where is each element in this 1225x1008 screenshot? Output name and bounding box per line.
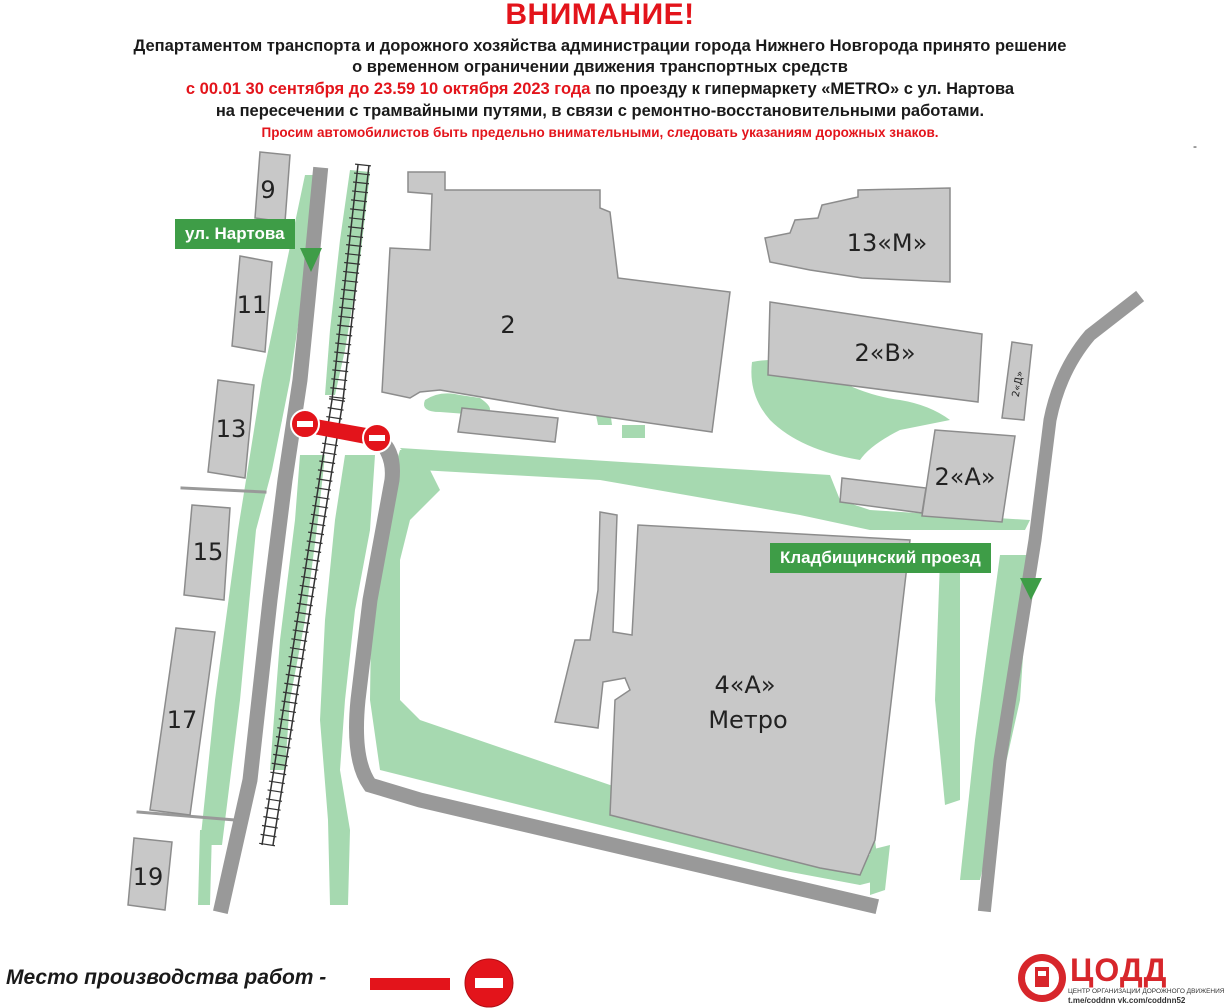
- street-tag-nartova: ул. Нартова: [175, 219, 295, 249]
- label-building-2v: 2«В»: [854, 339, 916, 367]
- label-building-4a: 4«А»: [714, 671, 776, 699]
- street-tag-kladbishchensky: Кладбищинский проезд: [770, 543, 991, 573]
- legend-closure-bar: [370, 978, 450, 990]
- label-building-15: 15: [192, 538, 224, 566]
- logo-name: ЦОДД: [1070, 952, 1168, 988]
- no-entry-sign-left: [291, 410, 319, 438]
- notice-route: по проезду к гипермаркету «METRO» с ул. Нартова: [590, 80, 1015, 98]
- notice-line-4: на пересечении с трамвайными путями, в связи с ремонтно-восстановительными работами.: [215, 102, 985, 120]
- legend-no-entry-sign: [465, 959, 513, 1007]
- label-building-17: 17: [166, 706, 198, 734]
- corner-mark: -: [1193, 139, 1197, 153]
- codd-logo: [1016, 952, 1225, 1006]
- notice-line-2: о временном ограничении движения транспортных средств: [352, 58, 848, 76]
- label-building-9: 9: [260, 176, 276, 204]
- label-building-13: 13: [215, 415, 247, 443]
- notice-line-1: Департаментом транспорта и дорожного хозяйства администрации города Нижнего Новгорода принято решение: [133, 37, 1067, 55]
- page-title: ВНИМАНИЕ!: [505, 0, 695, 31]
- warning-line: Просим автомобилистов быть предельно внимательными, следовать указаниям дорожных знаков.: [261, 125, 939, 140]
- label-building-19: 19: [132, 863, 164, 891]
- logo-links: t.me/coddnn vk.com/coddnn52: [1068, 996, 1186, 1005]
- logo-subtitle: ЦЕНТР ОРГАНИЗАЦИИ ДОРОЖНОГО ДВИЖЕНИЯ: [1068, 988, 1225, 995]
- label-building-2: 2: [500, 311, 516, 339]
- label-building-13m: 13«М»: [846, 229, 928, 257]
- label-building-2a: 2«А»: [934, 463, 996, 491]
- notice-dates: с 00.01 30 сентября до 23.59 10 октября 2023 года: [185, 80, 591, 98]
- label-building-11: 11: [236, 291, 268, 319]
- legend-label: Место производства работ -: [6, 966, 327, 989]
- no-entry-sign-right: [363, 424, 391, 452]
- label-building-2d: 2«Д»: [1010, 370, 1027, 399]
- label-building-4a-name: Метро: [708, 706, 788, 734]
